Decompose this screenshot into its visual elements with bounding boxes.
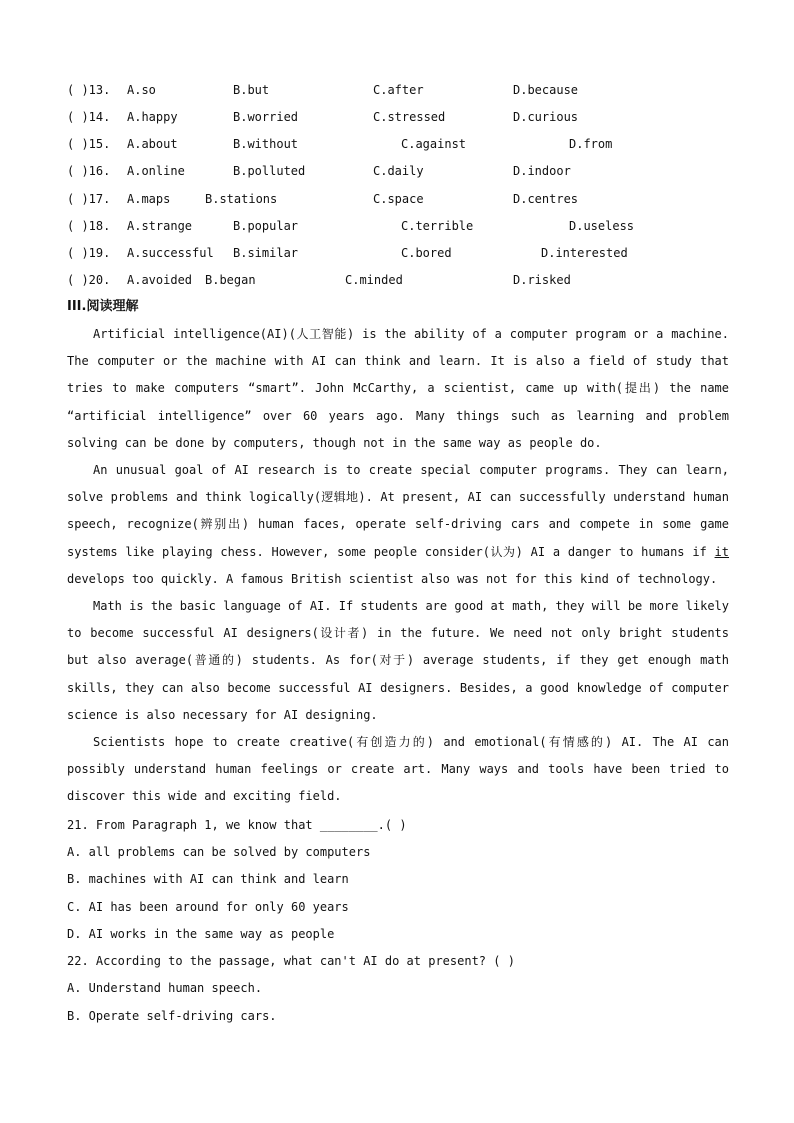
option-a: A.so — [127, 83, 156, 97]
option-c: C.stressed — [373, 110, 446, 124]
option-b: B.without — [233, 137, 299, 151]
question-number: ( )19. — [67, 246, 111, 260]
option-d: D.centres — [513, 192, 579, 206]
question-21-option-c: C. AI has been around for only 60 years — [67, 900, 349, 914]
option-a: A.avoided — [127, 273, 193, 287]
option-b: B.began — [205, 273, 256, 287]
question-21: 21. From Paragraph 1, we know that ________.( ) — [67, 818, 407, 832]
option-c: C.minded — [345, 273, 403, 287]
option-a: A.successful — [127, 246, 214, 260]
paragraph-2-text-before: An unusual goal of AI research is to create special computer programs. They can learn, solve problems and think logically(逻辑地). At present, AI can successfully understand human speech, recognize(辨别出) human faces, operate self-driving cars and compete in some game systems like playing chess. However, some people consider(认为) AI a danger to humans if — [67, 463, 729, 559]
question-number: ( )20. — [67, 273, 111, 287]
option-a: A.online — [127, 164, 185, 178]
option-d: D.curious — [513, 110, 579, 124]
option-b: B.worried — [233, 110, 299, 124]
passage-paragraph-3: Math is the basic language of AI. If students are good at math, they will be more likely to become successful AI designers(设计者) in the future. We need not only bright students but also average(普通的) students. As for(对于) average students, if they get enough math skills, they can also become successful AI designers. Besides, a good knowledge of computer science is also necessary for AI designing. — [67, 599, 729, 722]
passage-paragraph-2 — [67, 457, 729, 593]
option-b: B.polluted — [233, 164, 306, 178]
option-d: D.indoor — [513, 164, 571, 178]
question-number: ( )17. — [67, 192, 111, 206]
option-a: A.about — [127, 137, 178, 151]
question-21-option-d: D. AI works in the same way as people — [67, 927, 335, 941]
option-c: C.daily — [373, 164, 424, 178]
option-c: C.bored — [401, 246, 452, 260]
option-b: B.but — [233, 83, 270, 97]
option-a: A.maps — [127, 192, 171, 206]
option-c: C.space — [373, 192, 424, 206]
option-a: A.strange — [127, 219, 193, 233]
question-number: ( )15. — [67, 137, 111, 151]
section-title: III.阅读理解 — [67, 299, 139, 314]
underlined-word: it — [714, 544, 729, 559]
option-c: C.after — [373, 83, 424, 97]
passage-paragraph-1: Artificial intelligence(AI)(人工智能) is the ability of a computer program or a machine. The computer or the machine with AI can think and learn. It is also a field of study that tries to make computers “smart”. John McCarthy, a scientist, came up with(提出) the name “artificial intelligence” over 60 years ago. Many things such as learning and problem solving can be done by computers, though not in the same way as people do. — [67, 327, 729, 450]
question-number: ( )16. — [67, 164, 111, 178]
question-number: ( )13. — [67, 83, 111, 97]
question-21-option-b: B. machines with AI can think and learn — [67, 872, 349, 886]
paragraph-2-text-after: develops too quickly. A famous British scientist also was not for this kind of technology. — [67, 571, 718, 586]
option-d: D.useless — [569, 219, 635, 233]
passage-paragraph-4: Scientists hope to create creative(有创造力的) and emotional(有情感的) AI. The AI can possibly understand human feelings or create art. Many ways and tools have been tried to discover this wide and exciting field. — [67, 735, 729, 804]
option-d: D.risked — [513, 273, 571, 287]
question-number: ( )14. — [67, 110, 111, 124]
option-d: D.because — [513, 83, 579, 97]
question-22-option-b: B. Operate self-driving cars. — [67, 1009, 277, 1023]
question-22-option-a: A. Understand human speech. — [67, 981, 263, 995]
option-b: B.stations — [205, 192, 278, 206]
option-d: D.from — [569, 137, 613, 151]
option-d: D.interested — [541, 246, 628, 260]
option-a: A.happy — [127, 110, 178, 124]
option-c: C.against — [401, 137, 467, 151]
option-c: C.terrible — [401, 219, 474, 233]
question-22: 22. According to the passage, what can't AI do at present? ( ) — [67, 954, 515, 968]
option-b: B.popular — [233, 219, 299, 233]
question-21-option-a: A. all problems can be solved by computers — [67, 845, 371, 859]
question-number: ( )18. — [67, 219, 111, 233]
option-b: B.similar — [233, 246, 299, 260]
